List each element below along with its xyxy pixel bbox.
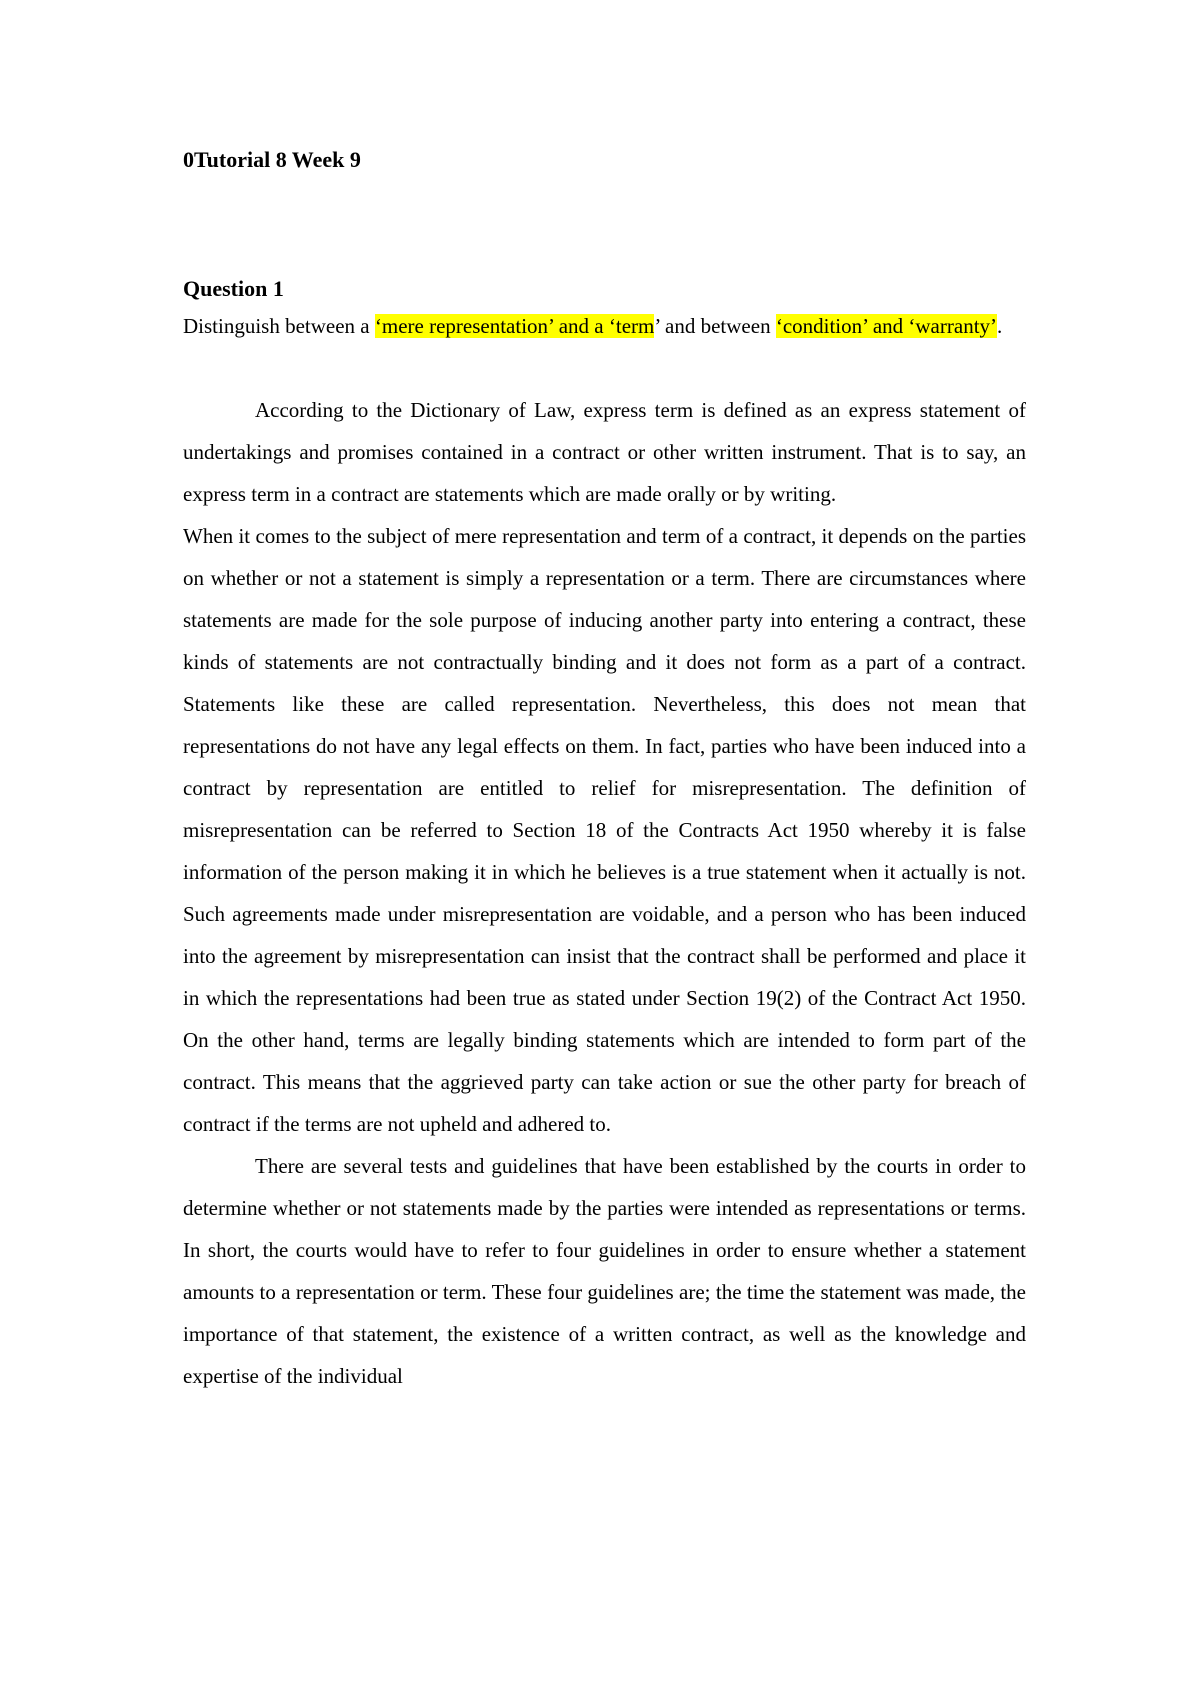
paragraph-express-term: According to the Dictionary of Law, express term is defined as an express statement of undertakings and promises contained in a contract or other written instrument. That is to say, an express term in a contract are statements which are made orally or by writing. [183,398,1026,506]
highlight-representation-term: ‘mere representation’ and a ‘term [374,314,655,338]
paragraph-representation-vs-term: When it comes to the subject of mere representation and term of a contract, it depends on the parties on whether or not a statement is simply a representation or a term. There are circumstances where statements are made for the sole purpose of inducing another party into entering a contract, these kinds of statements are not contractually binding and it does not form as a part of a contract. Statements like these are called representation. Nevertheless, this does not mean that representations do not have any legal effects on them. In fact, parties who have been induced into a contract by representation are entitled to relief for misrepresentation. The definition of misrepresentation can be referred to Section 18 of the Contracts Act 1950 whereby it is false information of the person making it in which he believes is a true statement when it actually is not. Such agreements made under misrepresentation are voidable, and a person who has been induced into the agreement by misrepresentation can insist that the contract shall be performed and place it in which the representations had been true as stated under Section 19(2) of the Contract Act 1950. On the other hand, terms are legally binding statements which are intended to form part of the contract. This means that the aggrieved party can take action or sue the other party for breach of contract if the terms are not upheld and adhered to. [183,524,1026,1136]
blank-line [183,347,1026,389]
question-text [183,305,1026,347]
question-middle: ’ and between [654,314,776,338]
document-content [183,144,1026,1397]
document-title: 0Tutorial 8 Week 9 [183,147,361,172]
question-prefix: Distinguish between a [183,314,375,338]
question-suffix: . [997,314,1003,338]
highlight-condition-warranty: ‘condition’ and ‘warranty’ [775,314,998,338]
question-heading: Question 1 [183,276,284,301]
paragraph-court-guidelines: There are several tests and guidelines that have been established by the courts in order to determine whether or not statements made by the parties were intended as representations or terms. In short, the courts would have to refer to four guidelines in order to ensure whether a statement amounts to a representation or term. These four guidelines are; the time the statement was made, the importance of that statement, the existence of a written contract, as well as the knowledge and expertise of the individual [183,1154,1026,1388]
